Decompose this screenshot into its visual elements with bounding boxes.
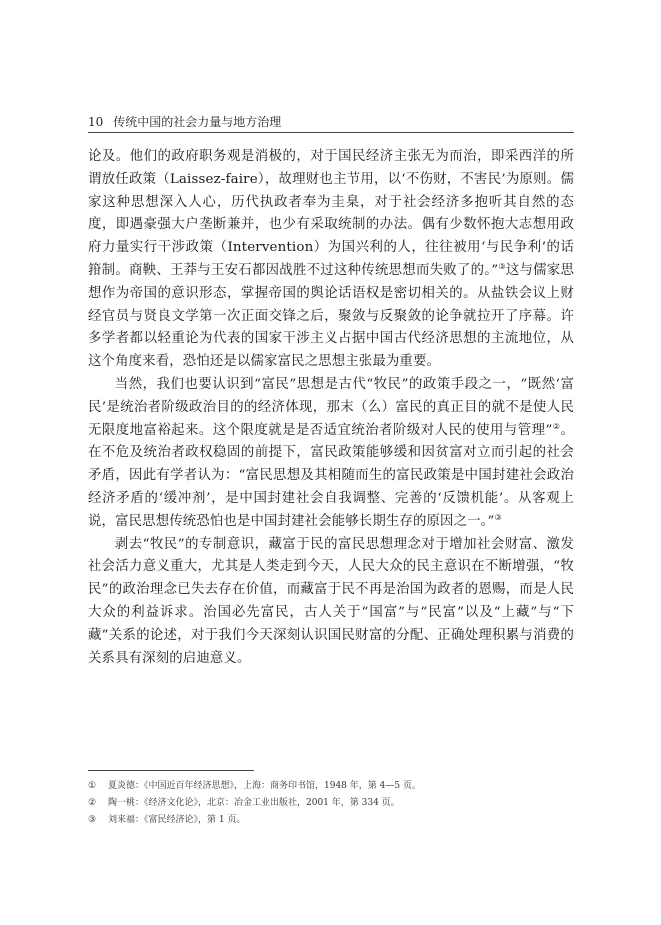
footnote-2-mark: ② bbox=[88, 798, 97, 808]
footnote-1-mark: ① bbox=[88, 781, 97, 791]
paragraph-1-text-cont: 这与儒家思想作为帝国的意识形态，掌握帝国的舆论话语权是密切相关的。从盐铁会议上财经官员与贤良文学第一次正面交锋之后，聚敛与反聚敛的论争就拉开了序幕。许多学者都以轻重论为代表的国家干涉主义占据中国古代经济思想的主流地位，从这个角度来看，恐怕还是以儒家富民之思想主张最为重要。 bbox=[88, 262, 575, 370]
footnote-1 bbox=[88, 778, 574, 795]
running-header bbox=[88, 112, 574, 132]
header-rule bbox=[88, 132, 574, 133]
footnotes bbox=[88, 778, 574, 829]
paragraph-2 bbox=[88, 374, 574, 534]
page-number: 10 bbox=[88, 115, 104, 129]
footnote-2 bbox=[88, 795, 574, 812]
body-text bbox=[88, 146, 574, 670]
footnote-3-text: 刘来福：《富民经济论》，第 1 页。 bbox=[108, 815, 246, 825]
paragraph-3 bbox=[88, 534, 574, 671]
paragraph-1-text: 论及。他们的政府职务观是消极的，对于国民经济主张无为而治，即采西洋的所谓放任政策（Laissez-faire），故理财也主节用，以‘不伤财，不害民’为原则。儒家这种思想深入人心，历代执政者奉为圭臬，对于社会经济多抱听其自然的态度，即遇豪强大户垄断兼并，也少有采取统制的办法。偶有少数怀抱大志想用政府力量实行干涉政策（Intervention）为国兴利的人，往往被用‘与民争利’的话箝制。商鞅、王莽与王安石都因战胜不过这种传统思想而失败了的。” bbox=[88, 149, 574, 278]
paragraph-2-text: 当然，我们也要认识到“富民”思想是古代“牧民”的政策手段之一，“既然‘富民’是统治者阶级政治目的的经济体现，那末（么）富民的真正目的就不是使人民无限度地富裕起来。这个限度就是是否适宜统治者阶级对人民的使用与管理” bbox=[88, 376, 574, 438]
footnote-2-text: 陶一桃：《经济文化论》，北京：冶金工业出版社，2001 年，第 334 页。 bbox=[108, 798, 400, 808]
footnote-1-text: 夏炎德：《中国近百年经济思想》，上海：商务印书馆，1948 年，第 4—5 页。 bbox=[108, 781, 421, 791]
footnote-ref-3b[interactable]: ③ bbox=[494, 512, 502, 522]
paragraph-3-text: 剥去“牧民”的专制意识，藏富于民的富民思想理念对于增加社会财富、激发社会活力意义重大，尤其是人类走到今天，人民大众的民主意识在不断增强，“牧民”的政治理念已失去存在价值，而藏富于民不再是治国为政者的恩赐，而是人民大众的利益诉求。治国必先富民，古人关于“国富”与“民富”以及“上藏”与“下藏”关系的论述，对于我们今天深刻认识国民财富的分配、正确处理积累与消费的关系具有深刻的启迪意义。 bbox=[88, 536, 574, 666]
footnote-rule bbox=[88, 770, 254, 771]
paragraph-2-text-cont: 。在不危及统治者政权稳固的前提下，富民政策能够缓和因贫富对立而引起的社会矛盾，因此有学者认为：“富民思想及其相随而生的富民政策是中国封建社会政治经济矛盾的‘缓冲剂’，是中国封建社会自我调整、完善的‘反馈机能’。从客观上说，富民思想传统恐怕也是中国封建社会能够长期生存的原因之一。” bbox=[88, 422, 574, 529]
footnote-3-mark: ③ bbox=[88, 815, 97, 825]
book-title: 传统中国的社会力量与地方治理 bbox=[113, 115, 282, 129]
paragraph-1 bbox=[88, 146, 574, 374]
footnote-ref-2[interactable]: ② bbox=[552, 421, 561, 431]
footnote-3 bbox=[88, 812, 574, 829]
footnote-ref-3[interactable]: ③ bbox=[498, 261, 506, 271]
